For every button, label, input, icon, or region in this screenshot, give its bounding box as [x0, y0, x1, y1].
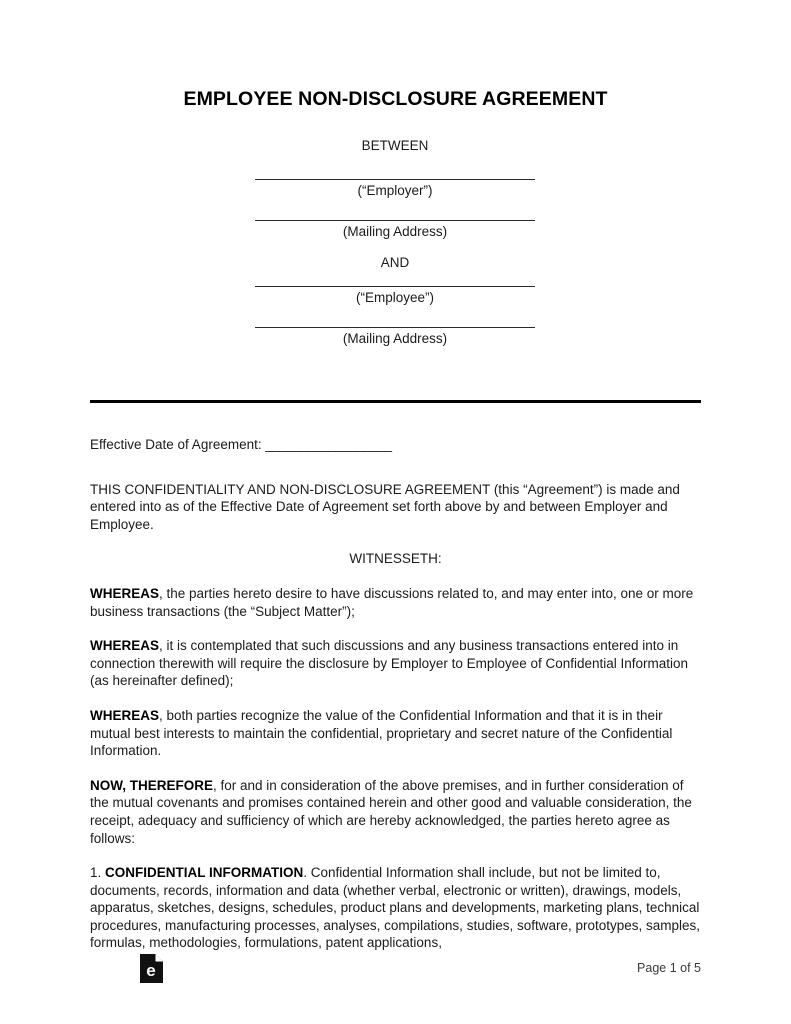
employer-name-field[interactable]: [255, 179, 535, 198]
effective-date-blank[interactable]: __________________: [265, 437, 392, 452]
section-divider: [90, 400, 701, 403]
recital-lead: WHEREAS: [90, 585, 160, 601]
witnesseth-heading: WITNESSETH:: [349, 551, 442, 567]
employee-address-caption: (Mailing Address): [342, 331, 448, 346]
effective-date-row[interactable]: [90, 436, 701, 454]
section-text: . Confidential Information shall include, but not be limited to, documents, records, information and data (whether verbal, electronic or written), drawings, models, apparatus, sketches, designs, schedules, product plans and developments, marketing plans, technical procedures, manufacturing processes, analyses, compilations, studies, software, prototypes, samples, formulas, methodologies, formulations, patent applications,: [90, 865, 701, 951]
recital-paragraph: [90, 637, 701, 690]
employer-caption: (“Employer”): [357, 183, 433, 198]
section-number: 1.: [90, 865, 102, 881]
intro-paragraph: THIS CONFIDENTIALITY AND NON-DISCLOSURE AGREEMENT (this “Agreement”) is made and entered into as of the Effective Date of Agreement set forth above by and between Employer and Employee.: [90, 481, 680, 532]
svg-text:e: e: [146, 961, 156, 980]
recital-text: , both parties recognize the value of the Confidential Information and that it is in their mutual best interests to maintain the confidential, proprietary and secret nature of the Confidential Information.: [90, 707, 673, 759]
party-header-block: [90, 138, 700, 346]
and-label: AND: [380, 255, 410, 270]
now-therefore-lead: NOW, THEREFORE: [90, 777, 214, 793]
recital-lead: WHEREAS: [90, 638, 160, 654]
section-heading: CONFIDENTIAL INFORMATION: [105, 865, 304, 881]
now-therefore-text: , for and in consideration of the above premises, and in further consideration of the mutual covenants and promises contained herein and other good and valuable consideration, the receipt, adequacy and sufficiency of which are hereby acknowledged, the parties hereto agree as follows:: [90, 777, 692, 846]
recital-paragraph: [90, 585, 701, 620]
page-title: EMPLOYEE NON-DISCLOSURE AGREEMENT: [183, 88, 608, 110]
employer-address-caption: (Mailing Address): [342, 224, 448, 239]
recital-lead: WHEREAS: [90, 707, 160, 723]
employer-address-field[interactable]: [255, 220, 535, 239]
section-1-paragraph: [90, 864, 701, 952]
recital-paragraph: [90, 707, 701, 760]
now-therefore-paragraph: [90, 777, 701, 847]
employee-caption: (“Employee”): [355, 290, 434, 305]
recital-text: , it is contemplated that such discussions and any business transactions entered into in connection therewith will require the disclosure by Employer to Employee of Confidential Information (as hereinafter defined);: [90, 638, 689, 689]
between-label: BETWEEN: [361, 138, 429, 153]
recital-text: , the parties hereto desire to have discussions related to, and may enter into, one or more business transactions (the “Subject Matter”);: [90, 585, 694, 619]
employee-name-field[interactable]: [255, 286, 535, 305]
page-number: Page 1 of 5: [637, 961, 701, 975]
employee-address-field[interactable]: [255, 327, 535, 346]
page-footer: [90, 952, 701, 992]
effective-date-label: Effective Date of Agreement:: [90, 437, 262, 452]
document-e-logo-icon: [140, 954, 163, 983]
document-body: [90, 436, 701, 969]
